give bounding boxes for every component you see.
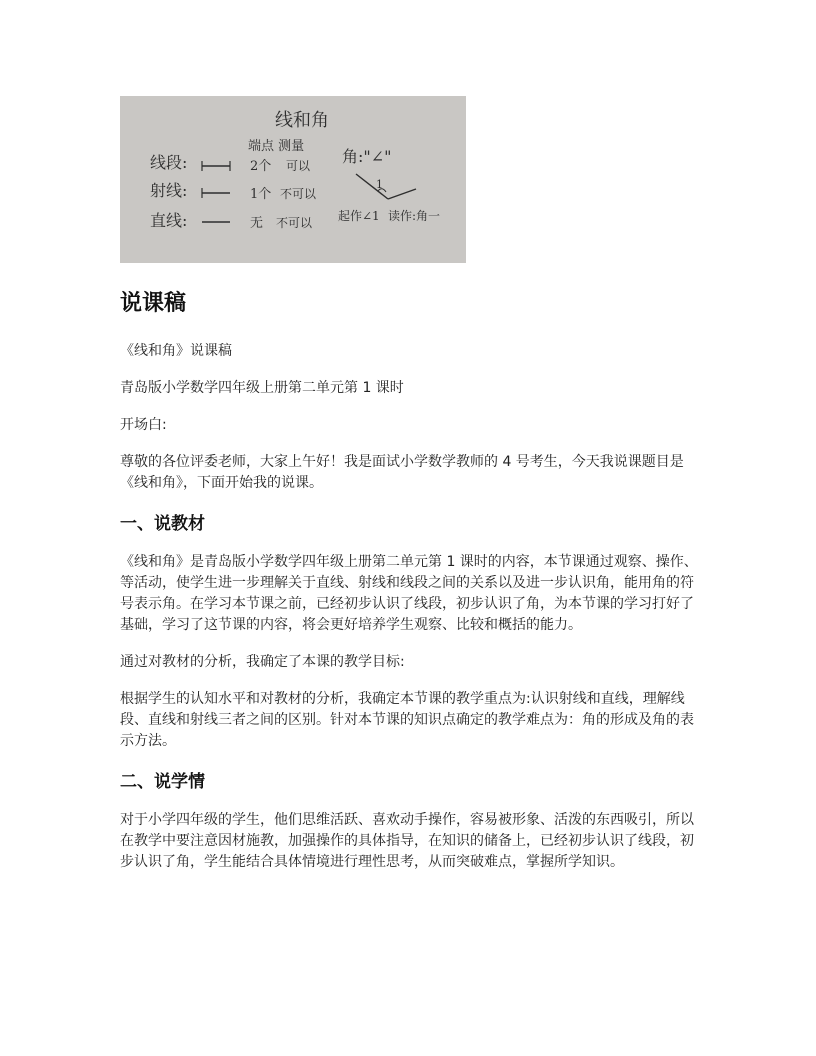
students-paragraph-1: 对于小学四年级的学生，他们思维活跃、喜欢动手操作，容易被形象、活泼的东西吸引，所以在教学中要注意因材施教，加强操作的具体指导，在知识的储备上，已经初步认识了线段，初步认识了角，学生能结合具体情境进行理性思考，从而突破难点，掌握所学知识。 — [120, 812, 694, 870]
intro-paragraph-title: 《线和角》说课稿 — [120, 343, 232, 359]
notes-row-ray-count: 1个 — [250, 187, 272, 202]
notes-angle-vertex: 1 — [376, 178, 383, 191]
notes-footer-right: 读作:角一 — [388, 209, 441, 223]
notes-row-line-measure: 不可以 — [276, 216, 313, 230]
page-title: 说课稿 — [120, 291, 187, 316]
notes-row-line-count: 无 — [250, 216, 264, 231]
intro-paragraph-opening: 开场白: — [120, 417, 167, 433]
angle-ray-upper — [356, 174, 388, 199]
notes-title: 线和角 — [275, 110, 329, 131]
handwritten-notes-photo — [120, 96, 466, 263]
textbook-paragraph-2: 通过对教材的分析，我确定了本课的教学目标: — [120, 654, 405, 670]
section-heading-students: 二、说学情 — [120, 772, 205, 792]
notes-footer-left: 起作∠1 — [338, 209, 380, 223]
notes-row-ray-measure: 不可以 — [280, 187, 317, 201]
notes-column-header: 端点 测量 — [248, 139, 305, 154]
notes-row-segment-measure: 可以 — [286, 159, 311, 173]
section-heading-textbook: 一、说教材 — [120, 514, 205, 534]
notes-angle-label: 角:"∠" — [342, 147, 392, 166]
intro-paragraph-course: 青岛版小学数学四年级上册第二单元第 1 课时 — [120, 380, 404, 396]
notes-row-line-name: 直线: — [150, 211, 188, 230]
notes-row-segment-count: 2个 — [250, 159, 272, 174]
angle-ray-lower — [388, 189, 416, 199]
document-page — [120, 96, 698, 889]
textbook-paragraph-1: 《线和角》是青岛版小学数学四年级上册第二单元第 1 课时的内容，本节课通过观察、操作、等活动，使学生进一步理解关于直线、射线和线段之间的关系以及进一步认识角，能用角的符号表示角。在学习本节课之前，已经初步认识了线段，初步认识了角，为本节课的学习打好了基础，学习了这节课的内容，将会更好培养学生观察、比较和概括的能力。 — [120, 554, 698, 633]
textbook-paragraph-3: 根据学生的认知水平和对教材的分析，我确定本节课的教学重点为:认识射线和直线，理解线段、直线和射线三者之间的区别。针对本节课的知识点确定的教学难点为：角的形成及角的表示方法。 — [120, 691, 694, 749]
notes-row-ray-name: 射线: — [150, 181, 188, 200]
notes-drawing — [120, 96, 466, 263]
intro-paragraph-greeting: 尊敬的各位评委老师，大家上午好！我是面试小学数学教师的 4 号考生，今天我说课题目是《线和角》，下面开始我的说课。 — [120, 454, 684, 491]
notes-row-segment-name: 线段: — [150, 153, 188, 172]
